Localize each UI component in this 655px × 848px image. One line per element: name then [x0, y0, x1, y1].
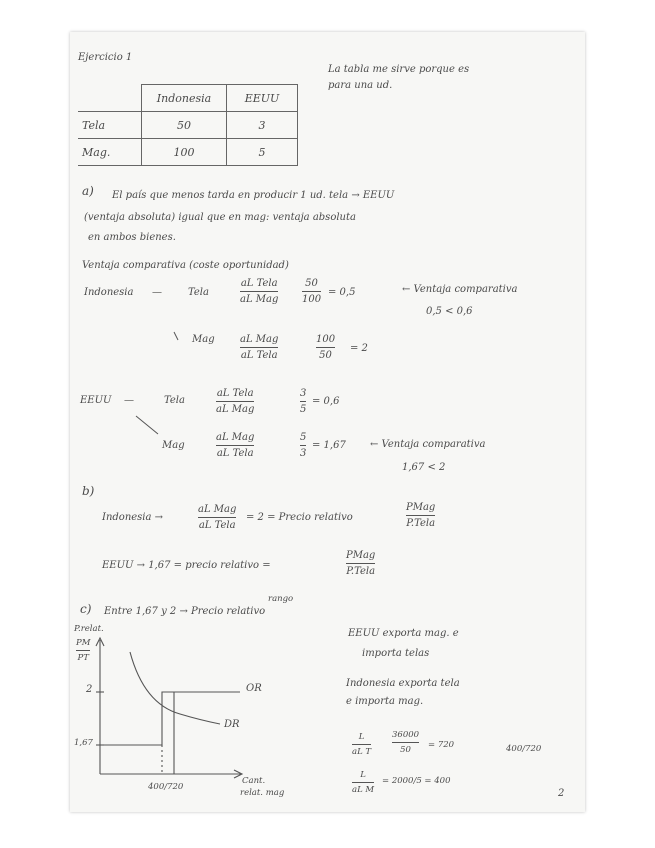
y-tick-1-67: 1,67 — [74, 738, 93, 748]
fraction-3-5: 3 5 — [300, 388, 307, 415]
x-axis-label-2: relat. mag — [240, 788, 285, 798]
fraction-al-mag-al-tela-eeuu: aL Mag aL Tela — [216, 432, 255, 459]
table-row-label: Mag. — [78, 139, 142, 166]
fraction-50-100: 50 100 — [302, 278, 322, 305]
fraction-pmag-ptela-eeuu: PMag P.Tela — [346, 550, 376, 577]
part-a-line-1: El país que menos tarda en producir 1 ud. tela → EEUU — [112, 190, 395, 201]
result-0-6: = 0,6 — [312, 396, 340, 407]
part-b-label: b) — [82, 484, 95, 498]
bracket-stroke — [136, 416, 158, 434]
va-note-indonesia: ← Ventaja comparativa — [402, 284, 518, 295]
tela-label: Tela — [188, 287, 209, 298]
result-1-67: = 1,67 — [312, 440, 346, 451]
y-axis-fraction: PM PT — [76, 638, 91, 663]
table-row-label: Tela — [78, 112, 142, 139]
table-cell: 100 — [142, 139, 227, 166]
compare-1-67-2: 1,67 < 2 — [402, 462, 446, 473]
table-cell: 3 — [227, 112, 298, 139]
mag-label: Mag — [162, 440, 185, 451]
fraction-pmag-ptela: PMag P.Tela — [406, 502, 436, 529]
x-tick-400-720: 400/720 — [148, 782, 184, 792]
fraction-l-alt: L aL T — [352, 732, 372, 757]
fraction-al-tela-al-mag-eeuu: aL Tela aL Mag — [216, 388, 255, 415]
table-cell: 50 — [142, 112, 227, 139]
fraction-al-mag-al-tela-b: aL Mag aL Tela — [198, 504, 237, 531]
table-header-eeuu: EEUU — [227, 85, 298, 112]
eeuu-label: EEUU — [80, 395, 112, 406]
va-heading: Ventaja comparativa (coste oportunidad) — [82, 260, 289, 271]
result-2: = 2 — [350, 343, 368, 354]
fraction-5-3: 5 3 — [300, 432, 307, 459]
part-a-line-3: en ambos bienes. — [88, 232, 176, 243]
part-c-label: c) — [80, 602, 92, 616]
dash: — — [124, 395, 134, 406]
y-tick-2: 2 — [86, 684, 93, 695]
table-header-indonesia: Indonesia — [142, 85, 227, 112]
mag-label: Mag — [192, 334, 215, 345]
fraction-36000-50: 36000 50 — [392, 730, 420, 755]
indonesia-relative-price: = 2 = Precio relativo — [246, 512, 353, 523]
dash: — — [152, 287, 162, 298]
x-axis-label-1: Cant. — [242, 776, 266, 786]
indonesia-label: Indonesia — [84, 287, 134, 298]
right-note-line-1: La tabla me sirve porque es — [328, 64, 470, 75]
part-a-label: a) — [82, 184, 94, 198]
va-note-eeuu: ← Ventaja comparativa — [370, 439, 486, 450]
fraction-100-50: 100 50 — [316, 334, 336, 361]
indonesia-arrow-label: Indonesia → — [102, 512, 164, 523]
table-cell: 5 — [227, 139, 298, 166]
fraction-l-alm: L aL M — [352, 770, 375, 795]
right-note-line-2: para una ud. — [328, 80, 393, 91]
part-a-line-2: (ventaja absoluta) igual que en mag: ventaja absoluta — [84, 212, 356, 223]
trade-note-4: e importa mag. — [346, 696, 424, 707]
or-curve-label: OR — [246, 683, 262, 694]
supply-demand-graph — [70, 32, 585, 812]
tela-label: Tela — [164, 395, 185, 406]
calc-side-400-720: 400/720 — [506, 744, 542, 754]
fraction-al-mag-al-tela: aL Mag aL Tela — [240, 334, 279, 361]
paper-sheet — [70, 32, 585, 812]
fraction-al-tela-al-mag: aL Tela aL Mag — [240, 278, 279, 305]
range-word: rango — [268, 594, 294, 604]
trade-note-2: importa telas — [362, 648, 430, 659]
compare-0-5-0-6: 0,5 < 0,6 — [426, 306, 473, 317]
calc-result-400: = 2000/5 = 400 — [382, 776, 451, 786]
or-curve — [100, 692, 240, 745]
dr-curve-label: DR — [224, 719, 240, 730]
dr-curve — [130, 652, 220, 724]
y-axis-label: P.relat. — [74, 624, 104, 634]
trade-note-3: Indonesia exporta tela — [346, 678, 460, 689]
eeuu-relative-price: EEUU → 1,67 = precio relativo = — [102, 560, 271, 571]
part-c-line: Entre 1,67 y 2 → Precio relativo — [104, 606, 266, 617]
exercise-title: Ejercicio 1 — [78, 52, 133, 63]
bracket-stroke — [174, 332, 178, 340]
calc-result-720: = 720 — [428, 740, 455, 750]
trade-note-1: EEUU exporta mag. e — [348, 628, 459, 639]
result-0-5: = 0,5 — [328, 287, 356, 298]
page-number: 2 — [558, 788, 565, 799]
